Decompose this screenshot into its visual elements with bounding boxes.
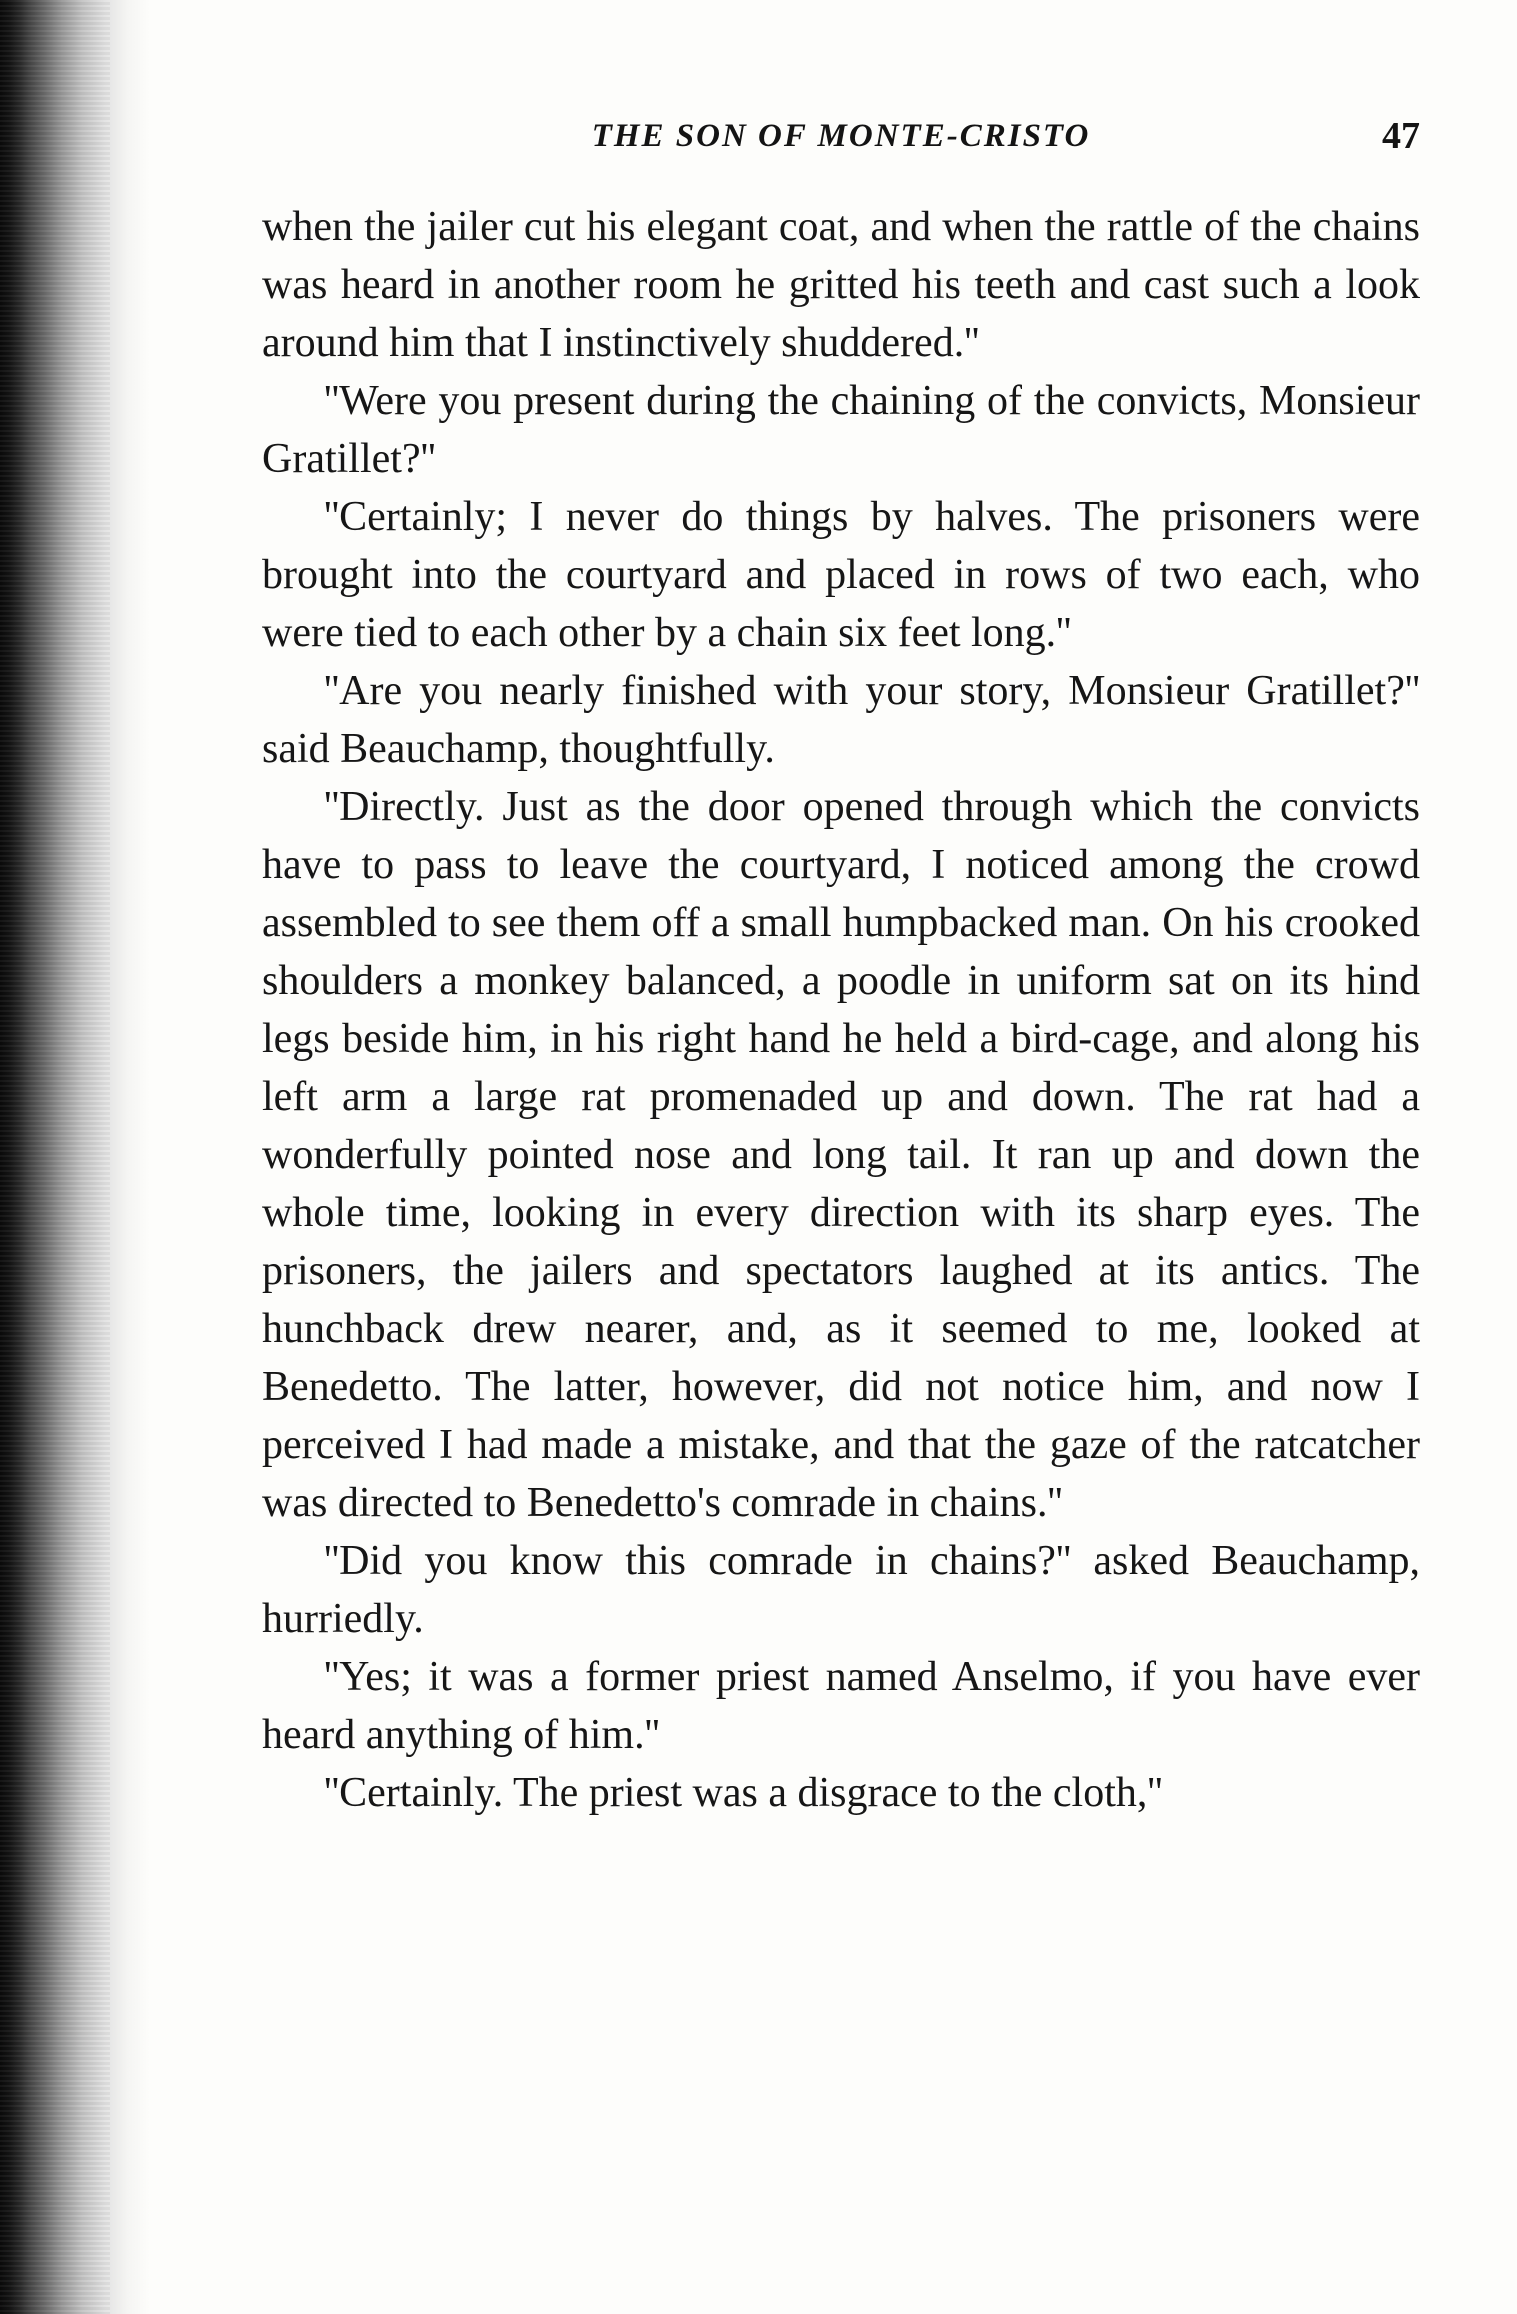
paragraph: ''Directly. Just as the door opened through which the convicts have to pass to leave the courtyard, I noticed among the crowd assembled to see them off a small humpbacked man. On his crooked shoulders a monkey balanced, a poodle in uniform sat on its hind legs beside him, in his right hand he held a bird-cage, and along his left arm a large rat promenaded up and down. The rat had a wonderfully pointed nose and long tail. It ran up and down the whole time, looking in every direction with its sharp eyes. The prisoners, the jailers and spectators laughed at its antics. The hunchback drew nearer, and, as it seemed to me, looked at Benedetto. The latter, however, did not notice him, and now I perceived I had made a mistake, and that the gaze of the ratcatcher was directed to Benedetto's comrade in chains.'': [262, 784, 1420, 1526]
paragraph: when the jailer cut his elegant coat, and when the rattle of the chains was heard in another room he gritted his teeth and cast such a look around him that I instinctively shuddered.'': [262, 204, 1420, 366]
paragraph: ''Certainly. The priest was a disgrace to the cloth,'': [324, 1770, 1163, 1816]
body-text: [262, 198, 1420, 1822]
page-header: [262, 115, 1420, 174]
paragraph: ''Certainly; I never do things by halves. The prisoners were brought into the courtyard and placed in rows of two each, who were tied to each other by a chain six feet long.'': [262, 494, 1420, 656]
binding-texture: [0, 0, 110, 2314]
paragraph: ''Are you nearly finished with your story, Monsieur Gratillet?'' said Beauchamp, thoughtfully.: [262, 668, 1420, 772]
running-title: THE SON OF MONTE-CRISTO: [591, 118, 1091, 154]
paragraph: ''Were you present during the chaining of the convicts, Monsieur Gratillet?'': [262, 378, 1420, 482]
paragraph: ''Did you know this comrade in chains?'' asked Beauchamp, hurriedly.: [262, 1538, 1420, 1642]
paragraph: ''Yes; it was a former priest named Anselmo, if you have ever heard anything of him.'': [262, 1654, 1420, 1758]
page-number: 47: [1382, 115, 1420, 157]
